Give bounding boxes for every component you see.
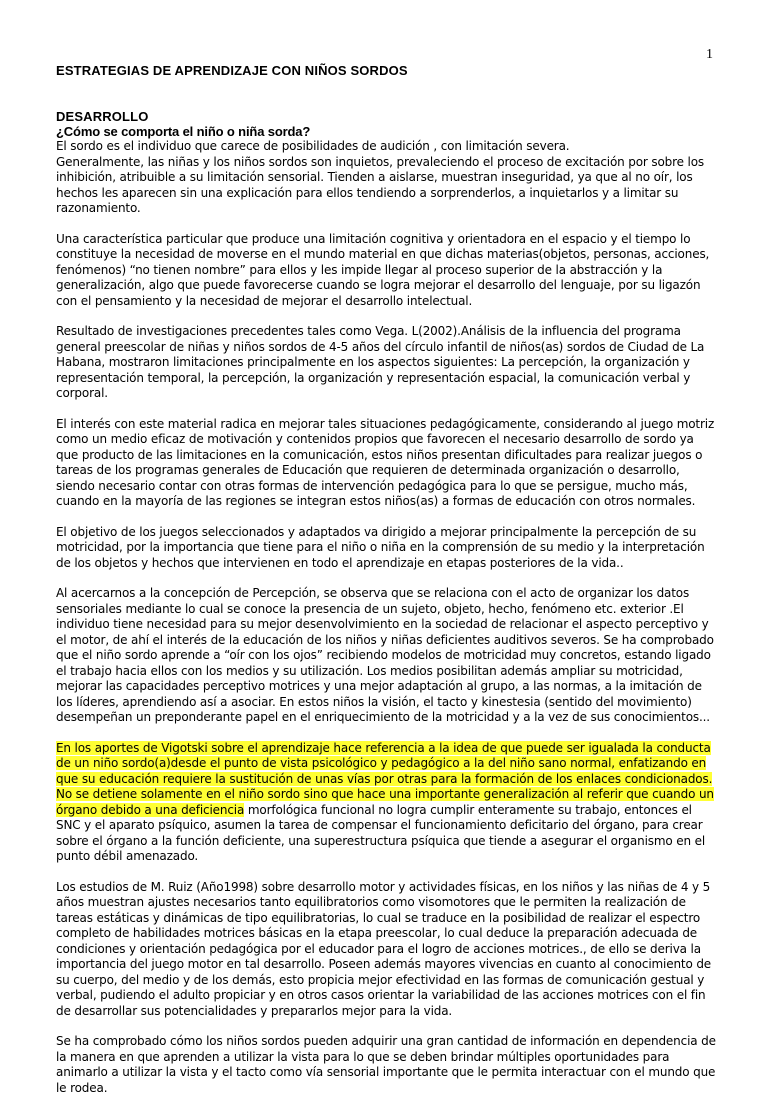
paragraph-research-results: Resultado de investigaciones precedentes tales como Vega. L(2002).Análisis de la influencia del programa general preescolar de niñas y niños sordos de 4-5 años del círculo infantil de niños(as) sordos de Ciudad de La Habana, mostraron limitaciones principalmente en los aspectos siguientes: La percepción, la organización y representación temporal, la percepción, la organización y representación espacial, la comunicación verbal y corporal. xyxy=(56,324,705,400)
paragraph-behavior: Generalmente, las niñas y los niños sordos son inquietos, prevaleciendo el proceso de excitación por sobre los inhibición, atribuible a su limitación sensorial. Tienden a aislarse, muestran inseguridad, ya que al no oír, los hechos les aparecen sin una explicación para ellos tendiendo a sorprenderlos, a inquietarlos y a limitar su razonamiento. xyxy=(56,154,705,215)
paragraph-perception: Al acercarnos a la concepción de Percepción, se observa que se relaciona con el acto de organizar los datos sensoriales mediante lo cual se conoce la presencia de un sujeto, objeto, hecho, fenómeno etc. exterior .El individuo tiene necesidad para su mejor desenvolvimiento en la sociedad de relacionar el aspecto perceptivo y el motor, de ahí el interés de la educación de los niños y niñas deficientes auditivos severos. Se ha comprobado que el niño sordo aprende a “oír con los ojos” recibiendo modelos de motricidad muy concretos, estando ligado el trabajo hacia ellos con los medios y su utilización. Los medios posibilitan además ampliar su motricidad, mejorar las capacidades perceptivo motrices y una mejor adaptación al grupo, a las normas, a la imitación de los líderes, aprendiendo así a asociar. En estos niños la visión, el tacto y kinestesia (sentido del movimiento) desempeñan un preponderante papel en el enriquecimiento de la motricidad y a la vez de sus conocimientos... xyxy=(56,586,714,724)
question-heading: ¿Cómo se comporta el niño o niña sorda? xyxy=(56,124,311,139)
paragraph-ruiz-studies: Los estudios de M. Ruiz (Año1998) sobre desarrollo motor y actividades físicas, en los niños y las niñas de 4 y 5 años muestran ajustes necesarios tanto equilibratorios como visomotores que le permiten la realización de tareas estáticas y dinámicas de tipo equilibratorias, lo cual se traduce en la posibilidad de realizar el espectro completo de habilidades motrices básicas en la etapa preescolar, lo cual deduce la preparación adecuada de condiciones y orientación pedagógica por el educador para el logro de acciones motrices., de ello se deriva la importancia del juego motor en tal desarrollo. Poseen además mayores vivencias en cuanto al conocimiento de su cuerpo, del medio y de los demás, esto propicia mejor efectividad en las formas de comunicación gestual y verbal, pudiendo el adulto propiciar y en otros casos orientar la variabilidad de las acciones motrices con el fin de desarrollar sus potencialidades y prepararlos mejor para la vida. xyxy=(56,879,712,1018)
page-number: 1 xyxy=(706,47,713,62)
document-title: ESTRATEGIAS DE APRENDIZAJE CON NIÑOS SORDOS xyxy=(56,63,408,78)
paragraph-vigotski-continuation: morfológica funcional no logra cumplir enteramente su trabajo, entonces el SNC y el aparato psíquico, asumen la tarea de compensar el funcionamiento deficitario del órgano, para crear sobre el órgano a la función deficiente, una superestructura psíquica que tiende a asegurar el organismo en el punto débil amenazado. xyxy=(56,802,706,863)
highlighted-text: En los aportes de Vigotski sobre el aprendizaje hace referencia a la idea de que puede ser igualada la conducta de un niño sordo(a)desde el punto de vista psicológico y pedagógico a la del niño sano normal, enfatizando en que su educación requiere la sustitución de unas vías por otras para la formación de los enlaces condicionados. No se detiene solamente en el niño sordo sino que hace una importante generalización al referir que cuando un órgano debido a una deficiencia xyxy=(56,740,714,817)
paragraph-objective: El objetivo de los juegos seleccionados y adaptados va dirigido a mejorar principalmente la percepción de su motricidad, por la importancia que tiene para el niño o niña en la comprensión de su medio y la interpretación de los objetos y hechos que intervienen en todo el aprendizaje en etapas posteriores de la vida.. xyxy=(56,524,705,570)
document-body xyxy=(56,63,718,1111)
paragraph-interest: El interés con este material radica en mejorar tales situaciones pedagógicamente, considerando al juego motriz como un medio eficaz de motivación y contenidos propios que favorecen el necesario desarrollo de sordo ya que producto de las limitaciones en la comunicación, estos niños presentan dificultades para realizar juegos o tareas de los programas generales de Educación que requieren de determinada organización o desarrollo, siendo necesario contar con otras formas de intervención pedagógica para lo que se persigue, mucho más, cuando en la mayoría de las regiones se integran estos niños(as) a formas de educación con otros normales. xyxy=(56,416,715,508)
paragraph-definition: El sordo es el individuo que carece de posibilidades de audición , con limitación severa. xyxy=(56,139,570,153)
paragraph-cognitive-limitation: Una característica particular que produce una limitación cognitiva y orientadora en el espacio y el tiempo lo constituye la necesidad de moverse en el mundo material en que dichas materias(objetos, personas, acciones, fenómenos) “no tienen nombre” para ellos y les impide llegar al proceso superior de la abstracción y la generalización, algo que puede favorecerse cuando se logra mejorar el desarrollo del lenguaje, por su ligazón con el pensamiento y la necesidad de mejorar el desarrollo intelectual. xyxy=(56,231,710,308)
paragraph-vigotski xyxy=(56,741,718,865)
section-heading: DESARROLLO xyxy=(56,109,149,124)
paragraph-visual-learning: Se ha comprobado cómo los niños sordos pueden adquirir una gran cantidad de información en dependencia de la manera en que aprenden a utilizar la vista para lo que se deben brindar múltiples oportunidades para animarlo a utilizar la vista y el tacto como vía sensorial importante que le permita interactuar con el mundo que le rodea. xyxy=(56,1034,716,1095)
